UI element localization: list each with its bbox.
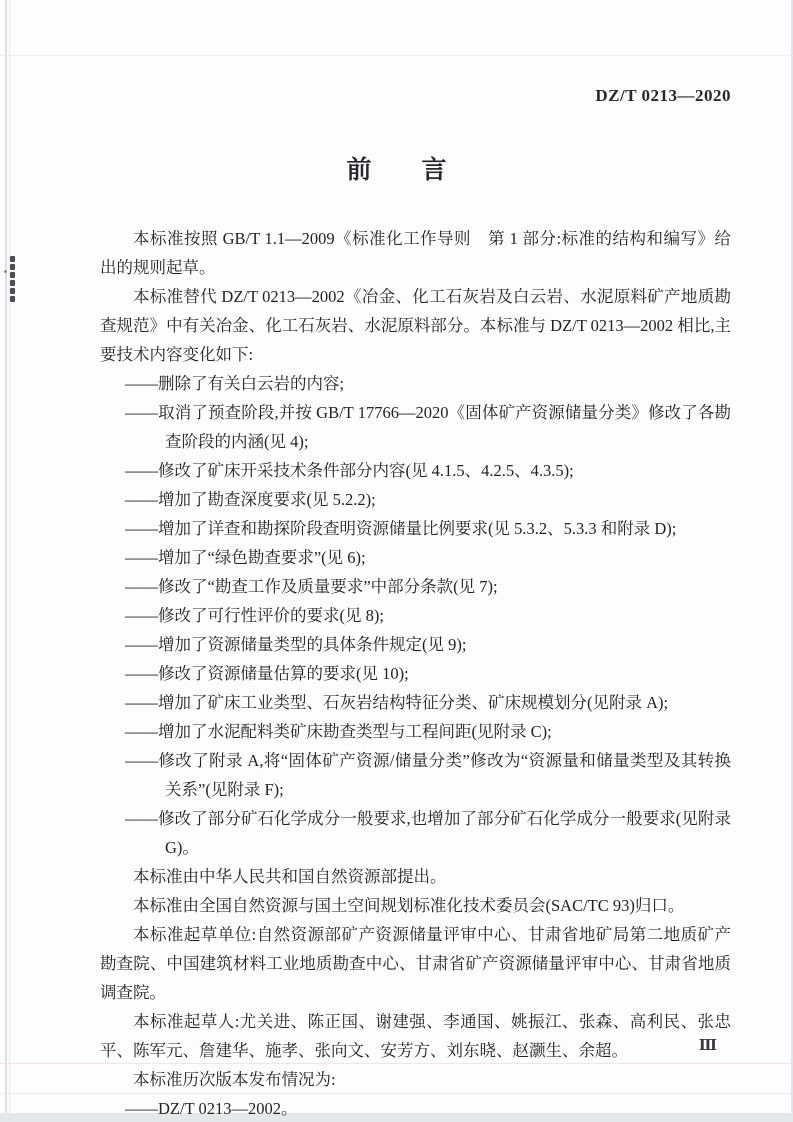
change-item: ——增加了详查和勘探阶段查明资源储量比例要求(见 5.3.2、5.3.3 和附录 D);: [125, 519, 677, 538]
change-item: ——增加了水泥配料类矿床勘查类型与工程间距(见附录 C);: [125, 722, 552, 741]
change-item: ——修改了“勘查工作及质量要求”中部分条款(见 7);: [125, 577, 498, 596]
intro-paragraph: 本标准替代 DZ/T 0213—2002《冶金、化工石灰岩及白云岩、水泥原料矿产地质勘查规范》中有关冶金、化工石灰岩、水泥原料部分。本标准与 DZ/T 0213—2002 相比,主要技术内容变化如下:: [100, 287, 731, 364]
change-item: ——修改了矿床开采技术条件部分内容(见 4.1.5、4.2.5、4.3.5);: [125, 461, 574, 480]
scan-artifact-top-line: [0, 55, 793, 56]
change-item: ——增加了矿床工业类型、石灰岩结构特征分类、矿床规模划分(见附录 A);: [125, 693, 669, 712]
change-item: ——修改了资源储量估算的要求(见 10);: [125, 664, 409, 683]
page-number: Ⅲ: [698, 1038, 717, 1054]
doc-number: DZ/T 0213—2020: [595, 86, 731, 105]
change-item: ——修改了附录 A,将“固体矿产资源/储量分类”修改为“资源量和储量类型及其转换关系”(见附录 F);: [125, 751, 731, 799]
closing-paragraph: 本标准由中华人民共和国自然资源部提出。: [133, 867, 447, 886]
change-item: ——增加了勘查深度要求(见 5.2.2);: [125, 490, 376, 509]
change-item: ——取消了预查阶段,并按 GB/T 17766—2020《固体矿产资源储量分类》修改了各勘查阶段的内涵(见 4);: [125, 403, 731, 451]
change-item: ——增加了资源储量类型的具体条件规定(见 9);: [125, 635, 467, 654]
closing-paragraph: 本标准历次版本发布情况为:: [133, 1070, 336, 1089]
page-title: 前 言: [346, 157, 447, 184]
closing-paragraph: 本标准起草人:尤关进、陈正国、谢建强、李通国、姚振江、张森、高利民、张忠平、陈军元、詹建华、施孝、张向文、安芳方、刘东晓、赵灏生、余超。: [100, 1012, 731, 1060]
binding-marks: [10, 256, 15, 304]
history-item: ——DZ/T 0213—2002。: [125, 1099, 298, 1118]
closing-paragraph: 本标准起草单位:自然资源部矿产资源储量评审中心、甘肃省地矿局第二地质矿产勘查院、中国建筑材料工业地质勘查中心、甘肃省矿产资源储量评审中心、甘肃省地质调查院。: [100, 925, 731, 1002]
binding-dot: [4, 270, 7, 273]
foreword-body: [100, 224, 731, 1122]
change-item: ——修改了部分矿石化学成分一般要求,也增加了部分矿石化学成分一般要求(见附录 G)。: [125, 809, 731, 857]
intro-paragraph: 本标准按照 GB/T 1.1—2009《标准化工作导则 第 1 部分:标准的结构和编写》给出的规则起草。: [100, 229, 731, 277]
closing-paragraph: 本标准由全国自然资源与国土空间规划标准化技术委员会(SAC/TC 93)归口。: [133, 896, 685, 915]
change-item: ——修改了可行性评价的要求(见 8);: [125, 606, 384, 625]
change-item: ——删除了有关白云岩的内容;: [125, 374, 345, 393]
change-item: ——增加了“绿色勘查要求”(见 6);: [125, 548, 366, 567]
